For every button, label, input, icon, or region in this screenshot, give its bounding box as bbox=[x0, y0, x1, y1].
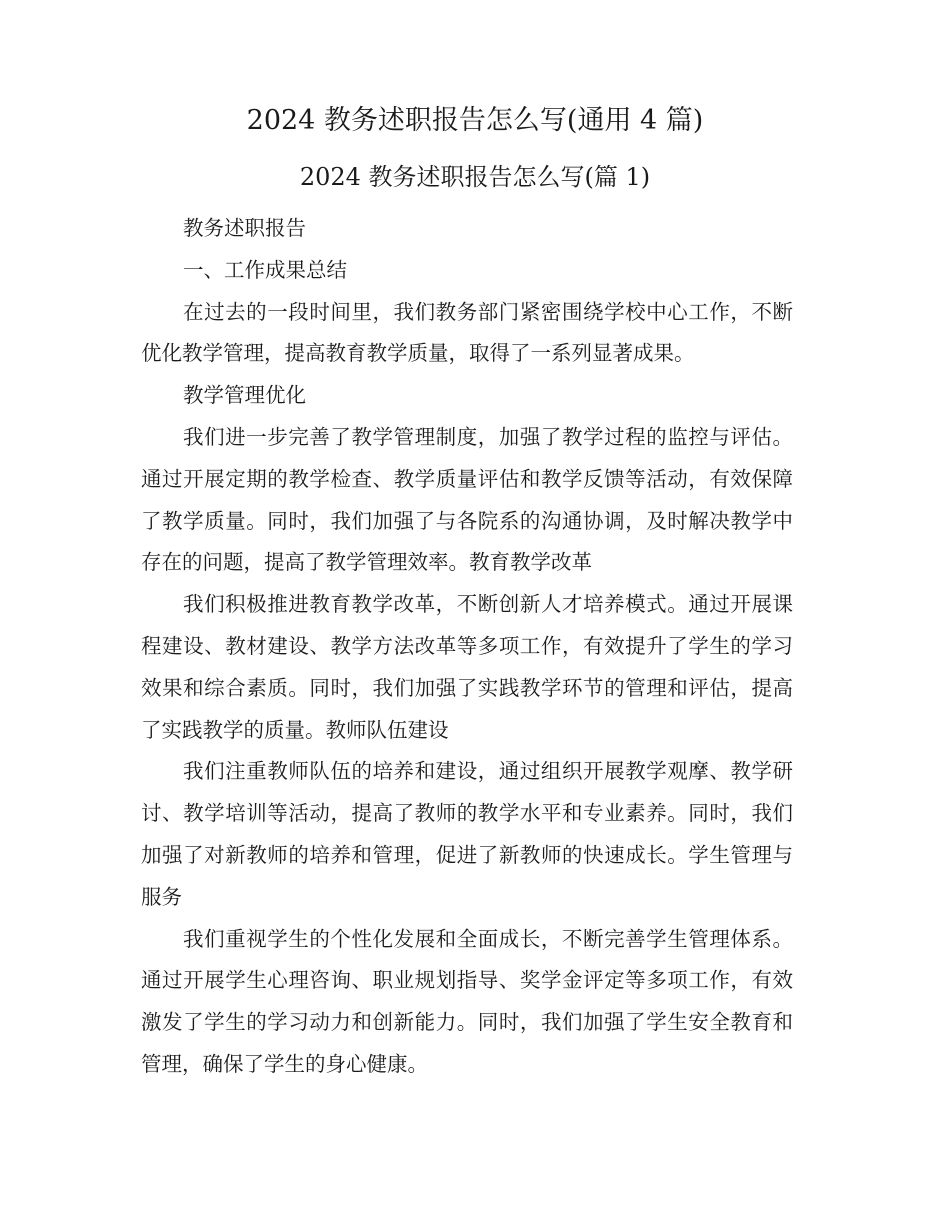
paragraph-heading: 教学管理优化 bbox=[183, 383, 307, 408]
paragraph: 我们注重教师队伍的培养和建设，通过组织开展教学观摩、教学研讨、教学培训等活动，提高了教师的教学水平和专业素养。同时，我们加强了对新教师的培养和管理，促进了新教师的快速成长。学生管理与服务 bbox=[141, 759, 793, 909]
paragraph: 我们重视学生的个性化发展和全面成长，不断完善学生管理体系。通过开展学生心理咨询、职业规划指导、奖学金评定等多项工作，有效激发了学生的学习动力和创新能力。同时，我们加强了学生安全教育和管理，确保了学生的身心健康。 bbox=[141, 926, 793, 1076]
paragraph-heading: 教务述职报告 bbox=[183, 216, 307, 240]
paragraph: 在过去的一段时间里，我们教务部门紧密围绕学校中心工作，不断优化教学管理，提高教育教学质量，取得了一系列显著成果。 bbox=[141, 299, 793, 366]
document-title: 2024 教务述职报告怎么写(通用 4 篇) bbox=[246, 105, 704, 136]
document-body bbox=[141, 208, 793, 1086]
paragraph: 我们积极推进教育教学改革，不断创新人才培养模式。通过开展课程建设、教材建设、教学方法改革等多项工作，有效提升了学生的学习效果和综合素质。同时，我们加强了实践教学环节的管理和评估，提高了实践教学的质量。教师队伍建设 bbox=[141, 592, 793, 742]
paragraph-section-heading: 一、工作成果总结 bbox=[183, 257, 348, 282]
section-title: 2024 教务述职报告怎么写(篇 1) bbox=[299, 163, 651, 191]
paragraph: 我们进一步完善了教学管理制度，加强了教学过程的监控与评估。通过开展定期的教学检查、教学质量评估和教学反馈等活动，有效保障了教学质量。同时，我们加强了与各院系的沟通协调，及时解决教学中存在的问题，提高了教学管理效率。教育教学改革 bbox=[141, 424, 793, 575]
